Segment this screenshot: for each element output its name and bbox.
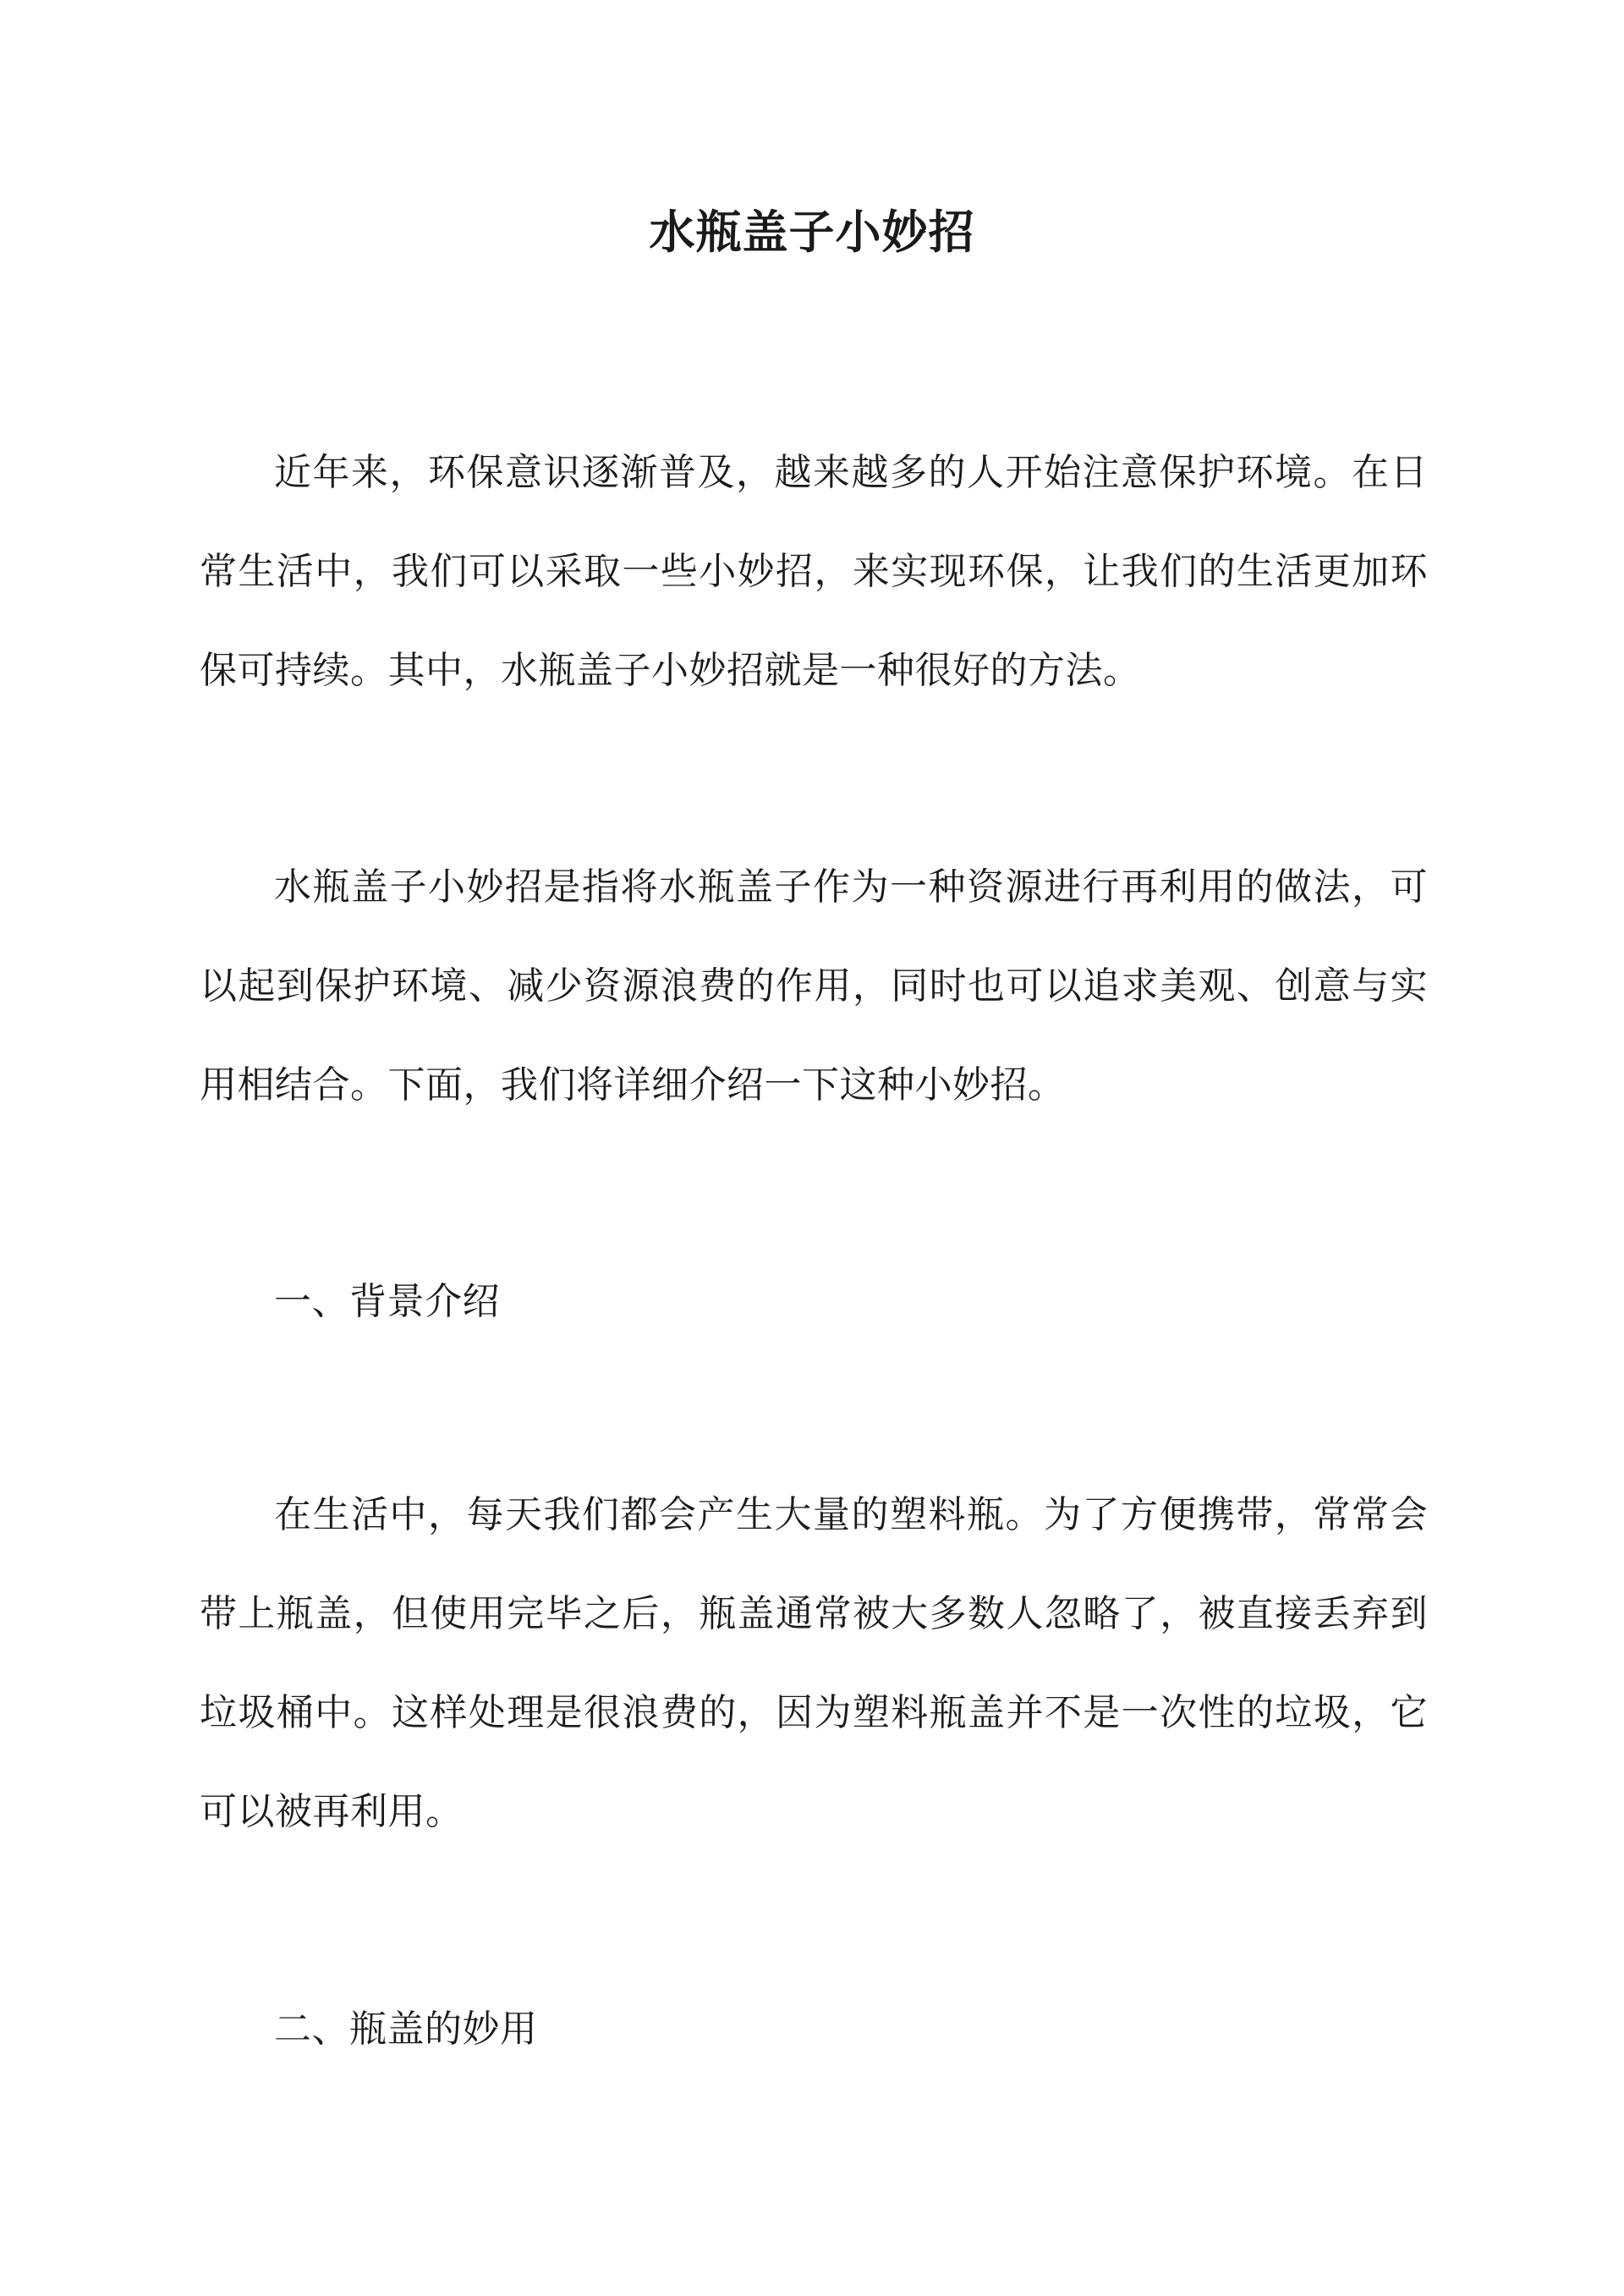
paragraph-definition: 水瓶盖子小妙招是指将水瓶盖子作为一种资源进行再利用的做法，可以起到保护环境、减少资源浪费的作用，同时也可以追求美观、创意与实用相结合。下面，我们将详细介绍一下这种小妙招。: [200, 865, 1428, 1107]
paragraph-background: 在生活中，每天我们都会产生大量的塑料瓶。为了方便携带，常常会带上瓶盖，但使用完毕之后，瓶盖通常被大多数人忽略了，被直接丢弃到垃圾桶中。这样处理是很浪费的，因为塑料瓶盖并不是一次性的垃圾，它可以被再利用。: [200, 1493, 1428, 1833]
document-title: 水瓶盖子小妙招: [649, 205, 975, 259]
section-heading-background: 一、背景介绍: [274, 1280, 500, 1323]
paragraph-intro: 近年来，环保意识逐渐普及，越来越多的人开始注意保护环境。在日常生活中，我们可以采取一些小妙招，来实现环保，让我们的生活更加环保可持续。其中，水瓶盖子小妙招就是一种很好的方法。: [200, 451, 1428, 692]
section-heading-uses: 二、瓶盖的妙用: [274, 2008, 538, 2051]
